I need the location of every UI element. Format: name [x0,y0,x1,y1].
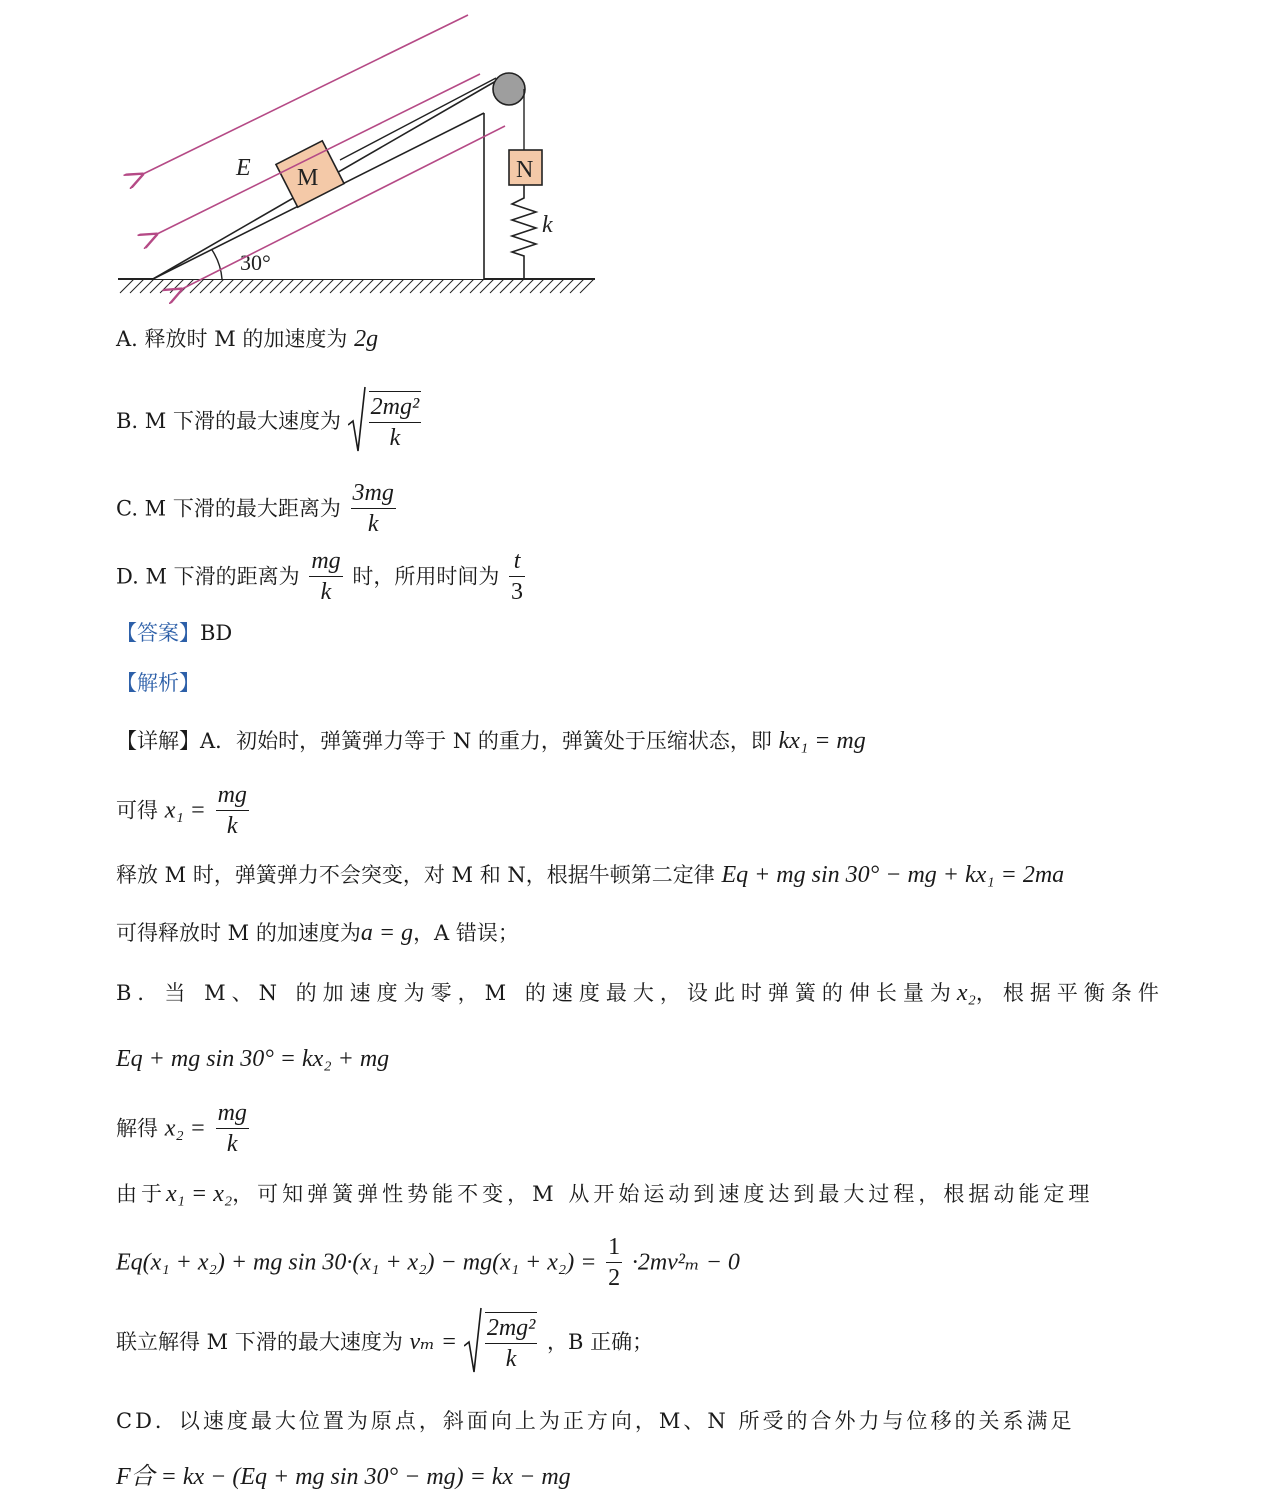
option-c: C. M 下滑的最大距离为 $\frac{3mg}{k}$ [116,480,394,537]
option-b-sqrt: $\frac{\text{2mg²}}{k}$ [348,389,425,453]
block-m-label: M [297,165,319,191]
spring-k-label: k [542,212,553,238]
detail-line-3: 释放 M 时，弹簧弹力不会突变，对 M 和 N，根据牛顿第二定律 Eq + mg sin 30° − mg + kx₁ = 2ma [116,862,1065,888]
analysis-tag: 【解析】 [116,671,200,695]
detail-line-10: 联立解得 M 下滑的最大速度为 vₘ = $\frac{\text{2mg²}}{k}$ ，B 正确； [116,1310,653,1374]
physics-diagram [0,0,600,310]
detail-line-5: B．当 M、N 的加速度为零，M 的速度最大，设此时弹簧的伸长量为x₂，根据平衡条件 [116,980,1165,1006]
option-b: B. M 下滑的最大速度为 $\frac{\text{2mg²}}{k}$ [116,389,424,453]
spring [512,185,536,279]
block-n-label: N [516,157,534,183]
answer-tag: 【答案】 [116,621,200,645]
detail-line-8: 由于x₁ = x₂，可知弹簧弹性势能不变，M 从开始运动到速度达到最大过程，根据动能定理 [116,1181,1094,1207]
detail-line-1: 【详解】A．初始时，弹簧弹力等于 N 的重力，弹簧处于压缩状态，即 kx₁ = mg [116,728,866,754]
answer-value: BD [200,621,233,645]
detail-line-7: 解得 x₂ = $\frac{mg}{k}$ [116,1100,247,1157]
detail-line-2: 可得 x₁ = $\frac{mg}{k}$ [116,782,247,839]
pulley [493,73,525,105]
detail-line-9: Eq(x₁ + x₂) + mg sin 30·(x₁ + x₂) − mg(x₁ + x₂) = $\frac{1}{2}$ ·2mv²ₘ − 0 [116,1234,740,1291]
field-e-label: E [236,155,251,181]
answer-line [116,618,232,648]
analysis-line [116,668,200,698]
option-a-math: 2g [354,326,379,352]
detail-line-6: Eq + mg sin 30° = kx₂ + mg [116,1046,390,1072]
option-d: D. M 下滑的距离为 $\frac{mg}{k}$ 时，所用时间为 $\frac{t}{3}$ [116,548,524,605]
option-a: A. 释放时 M 的加速度为 2g [116,326,379,352]
angle-label: 30° [240,250,271,275]
detail-line-11: CD．以速度最大位置为原点，斜面向上为正方向，M、N 所受的合外力与位移的关系满足 [116,1409,1075,1433]
ground-hatching [120,279,594,293]
detail-line-4: 可得释放时 M 的加速度为a = g，A 错误； [116,920,519,946]
detail-line-12: F合 = kx − (Eq + mg sin 30° − mg) = kx − mg [116,1464,571,1490]
